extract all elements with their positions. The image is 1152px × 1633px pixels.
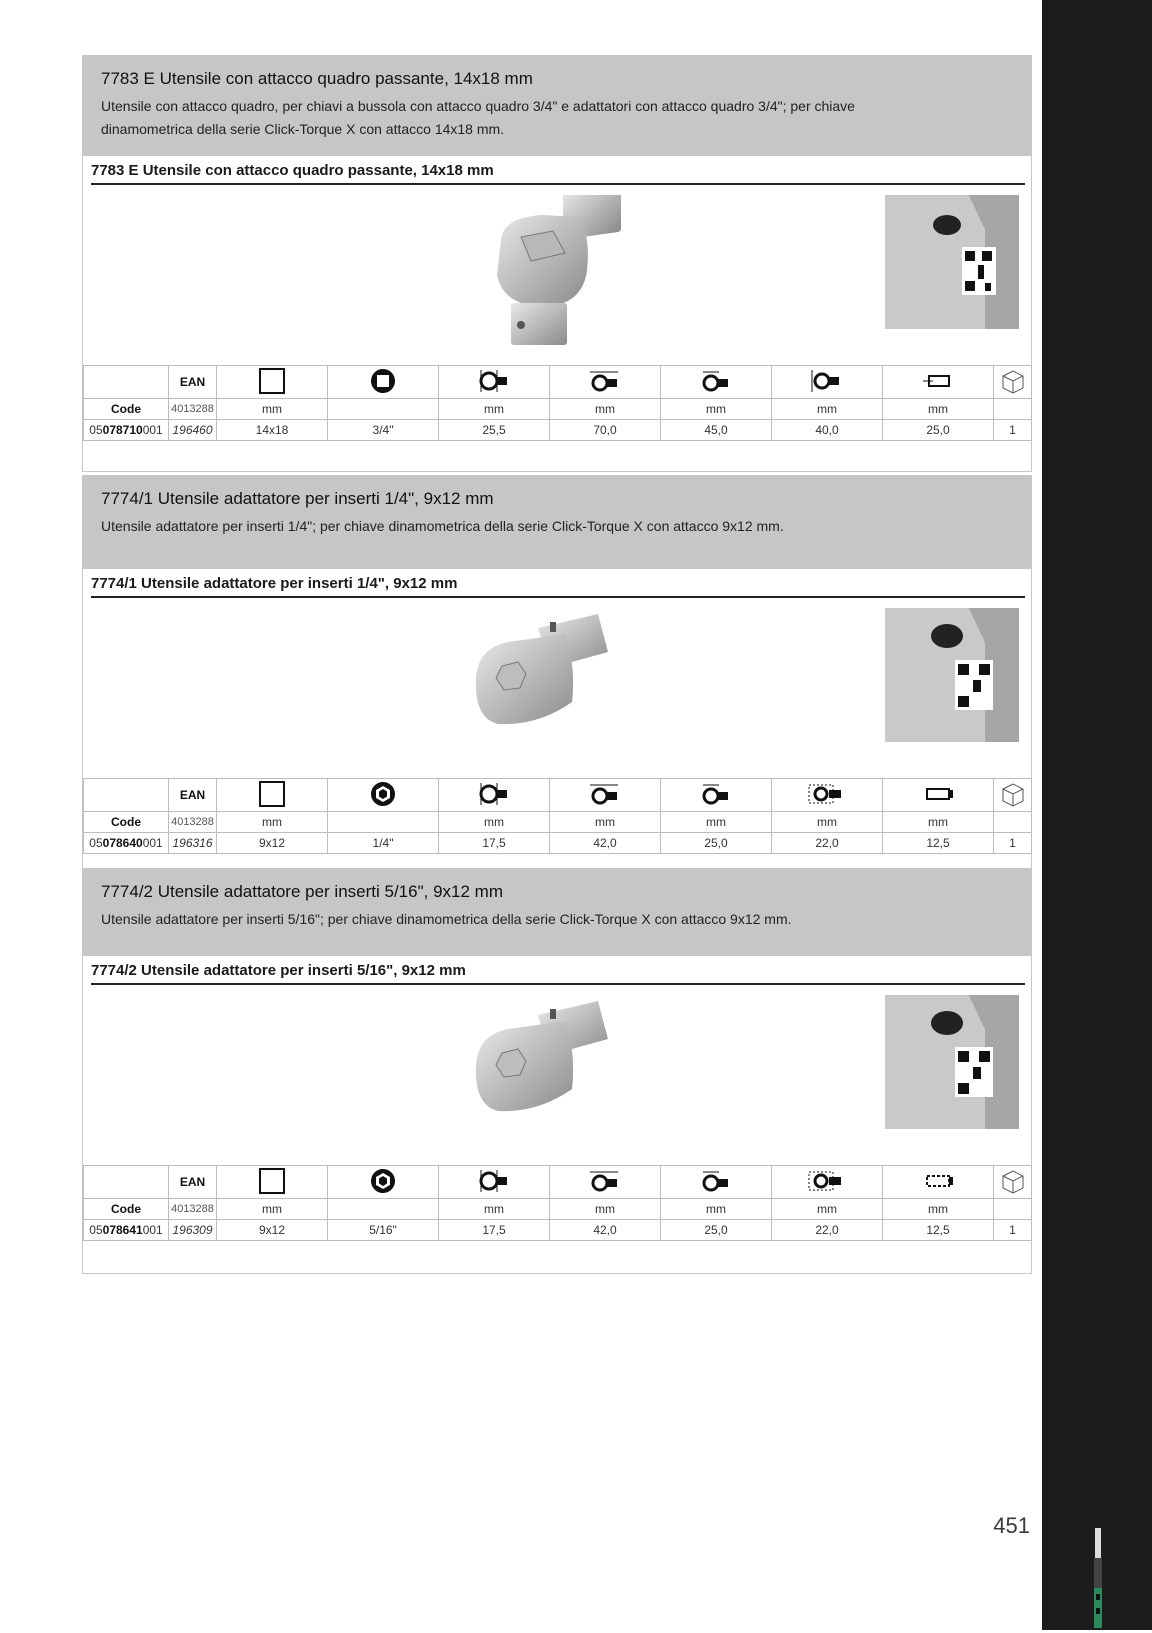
offset-length-icon <box>661 366 772 399</box>
product-photo <box>468 608 628 743</box>
unit-cell: mm <box>550 1199 661 1220</box>
package-icon <box>994 779 1032 812</box>
product-photo <box>468 995 628 1130</box>
offset-length-icon <box>661 779 772 812</box>
unit-cell: mm <box>439 812 550 833</box>
dimension-value: 25,5 <box>439 420 550 441</box>
empty-cell <box>84 366 169 399</box>
empty-cell <box>994 1199 1032 1220</box>
product-description: Utensile adattatore per inserti 5/16"; per chiave dinamometrica della serie Click-Torque X con attacco 9x12 mm. <box>101 911 792 927</box>
product-title: 7774/1 Utensile adattatore per inserti 1/4", 9x12 mm <box>101 489 494 508</box>
torque-wrench-icon <box>1090 1528 1106 1633</box>
empty-cell <box>84 779 169 812</box>
square-drive-icon <box>217 779 328 812</box>
unit-cell: mm <box>883 812 994 833</box>
table-row <box>84 833 1032 854</box>
dimension-value: 42,0 <box>550 833 661 854</box>
dimension-value: 17,5 <box>439 833 550 854</box>
product-subtitle: 7774/1 Utensile adattatore per inserti 1/4", 9x12 mm <box>91 569 1025 598</box>
dimension-value: 17,5 <box>439 1220 550 1241</box>
ean-value: 196309 <box>169 1220 217 1241</box>
code-label: Code <box>84 812 169 833</box>
package-icon <box>994 366 1032 399</box>
product-header <box>83 868 1031 956</box>
product-code: 05078641001 <box>84 1220 169 1241</box>
product-title: 7774/2 Utensile adattatore per inserti 5/16", 9x12 mm <box>101 882 503 901</box>
unit-cell: mm <box>772 1199 883 1220</box>
dimension-value: 22,0 <box>772 833 883 854</box>
insert-depth-icon <box>883 1166 994 1199</box>
table-row <box>84 1220 1032 1241</box>
dimension-value: 25,0 <box>883 420 994 441</box>
unit-cell: mm <box>661 1199 772 1220</box>
unit-cell: mm <box>661 812 772 833</box>
length-icon <box>550 1166 661 1199</box>
length-icon <box>550 366 661 399</box>
head-width-icon <box>439 779 550 812</box>
product-header <box>83 55 1031 156</box>
drive-square-icon <box>328 366 439 399</box>
ean-header: EAN <box>169 366 217 399</box>
side-bar <box>1042 0 1152 1630</box>
length-icon <box>550 779 661 812</box>
unit-cell: mm <box>883 1199 994 1220</box>
product-header <box>83 475 1031 569</box>
head-width-icon <box>439 1166 550 1199</box>
product-section-7783e <box>82 55 1032 472</box>
pack-value: 1 <box>994 1220 1032 1241</box>
page-number: 451 <box>993 1513 1030 1538</box>
head-height-icon <box>772 1166 883 1199</box>
square-drive-icon <box>217 366 328 399</box>
detail-photo <box>885 608 1019 742</box>
product-section-7774-2 <box>82 868 1032 1274</box>
offset-length-icon <box>661 1166 772 1199</box>
product-subtitle: 7774/2 Utensile adattatore per inserti 5/16", 9x12 mm <box>91 956 1025 985</box>
drive-value: 3/4" <box>328 420 439 441</box>
unit-cell: mm <box>550 812 661 833</box>
unit-cell: mm <box>439 399 550 420</box>
dimension-value: 12,5 <box>883 1220 994 1241</box>
spec-table <box>83 778 1032 854</box>
head-height-icon <box>772 779 883 812</box>
empty-cell <box>84 1166 169 1199</box>
head-height-icon <box>772 366 883 399</box>
empty-cell <box>994 399 1032 420</box>
unit-cell: mm <box>772 399 883 420</box>
product-description: Utensile adattatore per inserti 1/4"; per chiave dinamometrica della serie Click-Torque X con attacco 9x12 mm. <box>101 518 784 534</box>
product-section-7774-1 <box>82 475 1032 877</box>
drive-value: 1/4" <box>328 833 439 854</box>
unit-cell: mm <box>550 399 661 420</box>
dimension-value: 42,0 <box>550 1220 661 1241</box>
dimension-value: 45,0 <box>661 420 772 441</box>
detail-photo <box>885 195 1019 329</box>
dimension-value: 22,0 <box>772 1220 883 1241</box>
product-images <box>83 598 1031 778</box>
product-images <box>83 185 1031 365</box>
unit-cell: mm <box>772 812 883 833</box>
dimension-value: 25,0 <box>661 833 772 854</box>
hex-insert-icon <box>328 779 439 812</box>
code-label: Code <box>84 1199 169 1220</box>
spec-table <box>83 1165 1032 1241</box>
table-row <box>84 420 1032 441</box>
insert-depth-icon <box>883 779 994 812</box>
size-value: 9x12 <box>217 833 328 854</box>
product-images <box>83 985 1031 1165</box>
pack-value: 1 <box>994 833 1032 854</box>
unit-cell: mm <box>217 812 328 833</box>
package-icon <box>994 1166 1032 1199</box>
empty-cell <box>328 812 439 833</box>
dimension-value: 70,0 <box>550 420 661 441</box>
product-subtitle: 7783 E Utensile con attacco quadro passante, 14x18 mm <box>91 156 1025 185</box>
product-photo <box>483 195 643 350</box>
drive-value: 5/16" <box>328 1220 439 1241</box>
dimension-value: 12,5 <box>883 833 994 854</box>
empty-cell <box>994 812 1032 833</box>
ean-header: EAN <box>169 1166 217 1199</box>
empty-cell <box>328 1199 439 1220</box>
unit-cell: mm <box>217 399 328 420</box>
head-width-icon <box>439 366 550 399</box>
square-drive-icon <box>217 1166 328 1199</box>
product-code: 05078640001 <box>84 833 169 854</box>
hex-insert-icon <box>328 1166 439 1199</box>
spec-table <box>83 365 1032 441</box>
pack-value: 1 <box>994 420 1032 441</box>
ean-prefix: 4013288 <box>169 399 217 420</box>
section-spacer <box>83 441 1031 472</box>
unit-cell: mm <box>661 399 772 420</box>
size-value: 14x18 <box>217 420 328 441</box>
detail-photo <box>885 995 1019 1129</box>
product-code: 05078710001 <box>84 420 169 441</box>
dimension-value: 40,0 <box>772 420 883 441</box>
insert-depth-icon <box>883 366 994 399</box>
ean-prefix: 4013288 <box>169 1199 217 1220</box>
product-title: 7783 E Utensile con attacco quadro passante, 14x18 mm <box>101 69 533 88</box>
unit-cell: mm <box>217 1199 328 1220</box>
unit-cell: mm <box>439 1199 550 1220</box>
size-value: 9x12 <box>217 1220 328 1241</box>
unit-cell: mm <box>883 399 994 420</box>
dimension-value: 25,0 <box>661 1220 772 1241</box>
product-description: Utensile con attacco quadro, per chiavi a bussola con attacco quadro 3/4" e adattatori con attacco quadro 3/4"; per chiave dinamometrica della serie Click-Torque X con attacco 14x18 mm. <box>101 98 855 137</box>
ean-value: 196316 <box>169 833 217 854</box>
ean-value: 196460 <box>169 420 217 441</box>
ean-prefix: 4013288 <box>169 812 217 833</box>
empty-cell <box>328 399 439 420</box>
code-label: Code <box>84 399 169 420</box>
ean-header: EAN <box>169 779 217 812</box>
section-spacer <box>83 1241 1031 1274</box>
